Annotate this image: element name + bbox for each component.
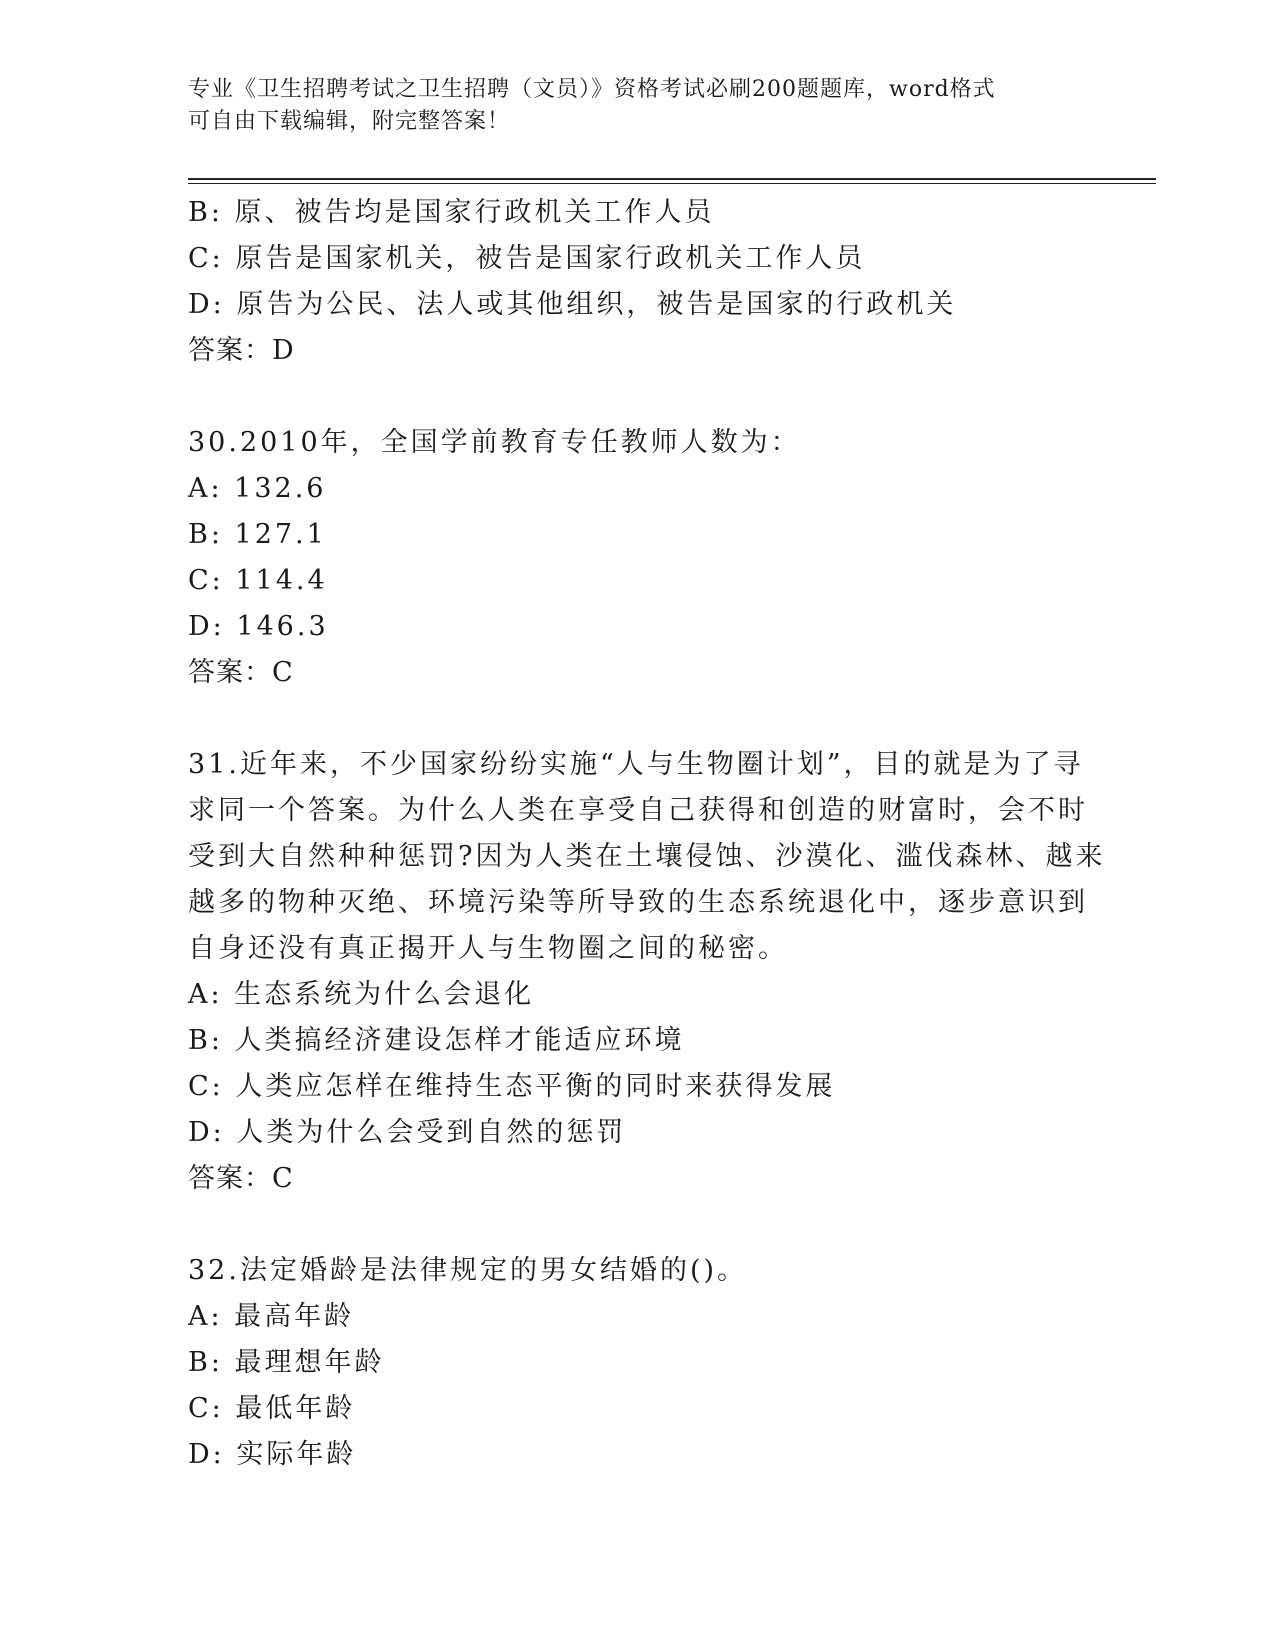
question-stem-line: 求同一个答案。为什么人类在享受自己获得和创造的财富时，会不时 (188, 795, 1088, 826)
option-d: D: 实际年龄 (188, 1439, 357, 1470)
question-list (188, 190, 1106, 1478)
option-b: B: 最理想年龄 (188, 1347, 385, 1378)
option-a: A: 132.6 (188, 473, 327, 504)
header-divider-thin (188, 183, 1156, 184)
option-b: B: 人类搞经济建设怎样才能适应环境 (188, 1025, 685, 1056)
option-d: D: 人类为什么会受到自然的惩罚 (188, 1117, 627, 1148)
option-c: C: 最低年龄 (188, 1393, 356, 1424)
question-stem-line: 自身还没有真正揭开人与生物圈之间的秘密。 (188, 933, 788, 964)
question-stem: 32.法定婚龄是法律规定的男女结婚的()。 (188, 1255, 748, 1286)
question-32 (188, 1248, 1088, 1478)
spacer (188, 696, 1088, 742)
answer-label: 答案：D (188, 335, 295, 366)
option-b: B: 原、被告均是国家行政机关工作人员 (188, 197, 715, 228)
option-d: D: 原告为公民、法人或其他组织，被告是国家的行政机关 (188, 289, 957, 320)
question-stem-line: 受到大自然种种惩罚?因为人类在土壤侵蚀、沙漠化、滥伐森林、越来 (188, 841, 1106, 872)
answer-label: 答案：C (188, 657, 294, 688)
question-stem: 30.2010年，全国学前教育专任教师人数为： (188, 427, 801, 458)
spacer (188, 1202, 1088, 1248)
header-title-line-2: 可自由下载编辑，附完整答案！ (188, 109, 511, 134)
header-title-line-1: 专业《卫生招聘考试之卫生招聘（文员）》资格考试必刷200题题库，word格式 (188, 77, 996, 102)
question-29-continued (188, 190, 1088, 374)
option-d: D: 146.3 (188, 611, 329, 642)
option-c: C: 原告是国家机关，被告是国家行政机关工作人员 (188, 243, 866, 274)
option-c: C: 114.4 (188, 565, 328, 596)
question-stem-line: 越多的物种灭绝、环境污染等所导致的生态系统退化中，逐步意识到 (188, 887, 1088, 918)
option-c: C: 人类应怎样在维持生态平衡的同时来获得发展 (188, 1071, 836, 1102)
question-30 (188, 420, 1088, 696)
answer-label: 答案：C (188, 1163, 294, 1194)
option-a: A: 生态系统为什么会退化 (188, 979, 535, 1010)
option-b: B: 127.1 (188, 519, 327, 550)
question-31 (188, 742, 1106, 1202)
option-a: A: 最高年龄 (188, 1301, 355, 1332)
page-header (188, 74, 1088, 138)
header-divider-thick (188, 178, 1156, 180)
spacer (188, 374, 1088, 420)
question-stem-line: 31.近年来，不少国家纷纷实施“人与生物圈计划”，目的就是为了寻 (188, 749, 1084, 780)
